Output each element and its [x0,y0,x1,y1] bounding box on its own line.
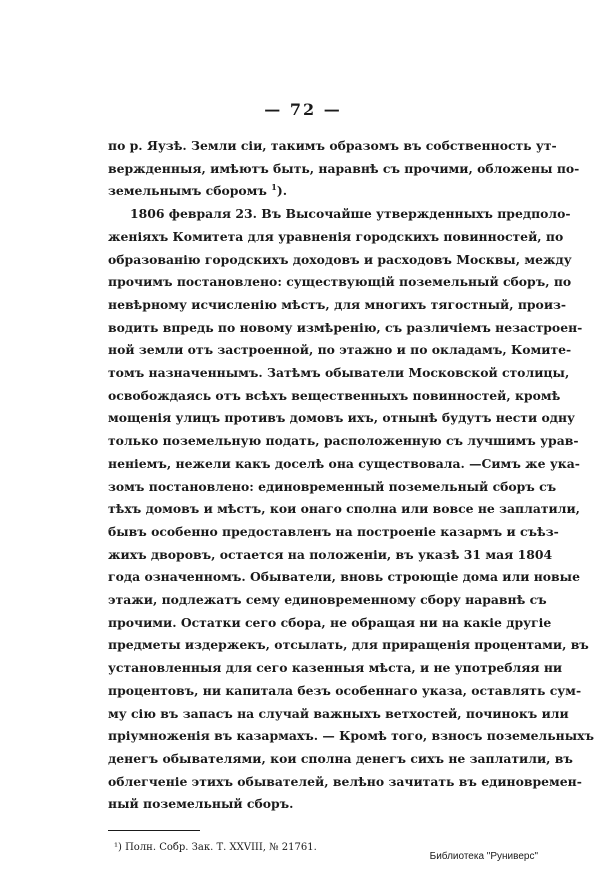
text-line: невѣрному исчисленію мѣстъ, для многихъ тягостный, произ- [108,296,567,312]
text-line: тѣхъ домовъ и мѣстъ, кои онаго сполна или вовсе не заплатили, [108,501,580,517]
paragraph-continuation [108,135,580,203]
text-line-end: ). [276,183,288,199]
text-line-start: земельнымъ сборомъ [108,183,272,199]
text-line: 1806 февраля 23. Въ Высочайше утвержденныхъ предполо- [130,206,571,222]
text-line: жихъ дворовъ, остается на положеніи, въ указѣ 31 мая 1804 [108,546,553,562]
text-line: установленныя для сего казенныя мѣста, и не употребляя ни [108,660,563,676]
text-line: только поземельную подать, расположенную съ лучшимъ урав- [108,433,579,449]
text-line: облегченіе этихъ обывателей, велѣно зачитать въ единовремен- [108,773,582,789]
text-line: му сію въ запасъ на случай важныхъ ветхостей, починокъ или [108,705,569,721]
footnote-text: ¹) Полн. Собр. Зак. Т. XXVIII, № 21761. [114,842,317,854]
text-line: по р. Яузѣ. Земли сіи, такимъ образомъ въ собственность ут- [108,138,557,153]
book-page [108,100,595,855]
paragraph-1806-decree [108,203,595,816]
text-line: мощенія улицъ противъ домовъ ихъ, отнынѣ будутъ нести одну [108,410,575,426]
text-line: освобождаясь отъ всѣхъ вещественныхъ повинностей, кромѣ [108,387,561,403]
text-line: прочимъ постановлено: существующій поземельный сборъ, по [108,274,572,290]
text-line: томъ назначеннымъ. Затѣмъ обыватели Московской столицы, [108,365,570,381]
library-watermark: Библиотека "Руниверс" [429,851,538,862]
text-line: вержденныя, имѣютъ быть, наравнѣ съ прочими, обложены по- [108,160,580,176]
text-line: предметы издержекъ, отсылать, для приращенія процентами, въ [108,637,589,653]
text-line: водить впредь по новому измѣренію, съ различіемъ незастроен- [108,319,583,335]
text-line: денегъ обывателями, кои сполна денегъ сихъ не заплатили, въ [108,750,573,766]
text-line: зомъ постановлено: единовременный поземельный сборъ съ [108,478,557,494]
text-line: ной земли отъ застроенной, по этажно и по окладамъ, Комите- [108,342,572,358]
text-line: прочими. Остатки сего сбора, не обращая ни на какіе другіе [108,614,552,630]
text-line [108,180,498,203]
page-number: — 72 — [264,100,342,119]
text-line: этажи, подлежатъ сему единовременному сбору наравнѣ съ [108,592,547,608]
text-line: бывъ особенно предоставленъ на построеніе казармъ и съѣз- [108,523,559,539]
text-line: года означенномъ. Обыватели, вновь строющіе дома или новые [108,569,580,585]
text-line: пріумноженія въ казармахъ. — Кромѣ того, взносъ поземельныхъ [108,728,595,744]
text-line: женіяхъ Комитета для уравненія городскихъ повинностей, по [108,228,564,244]
text-line: образованію городскихъ доходовъ и расходовъ Москвы, между [108,251,572,267]
footnote-marker: 1 [271,182,277,193]
text-line: неніемъ, нежели какъ доселѣ она существовала. —Симъ же ука- [108,455,580,471]
text-line: процентовъ, ни капитала безъ особеннаго указа, оставлять сум- [108,682,582,698]
footnote-divider [108,830,200,831]
text-line: ный поземельный сборъ. [108,796,294,812]
